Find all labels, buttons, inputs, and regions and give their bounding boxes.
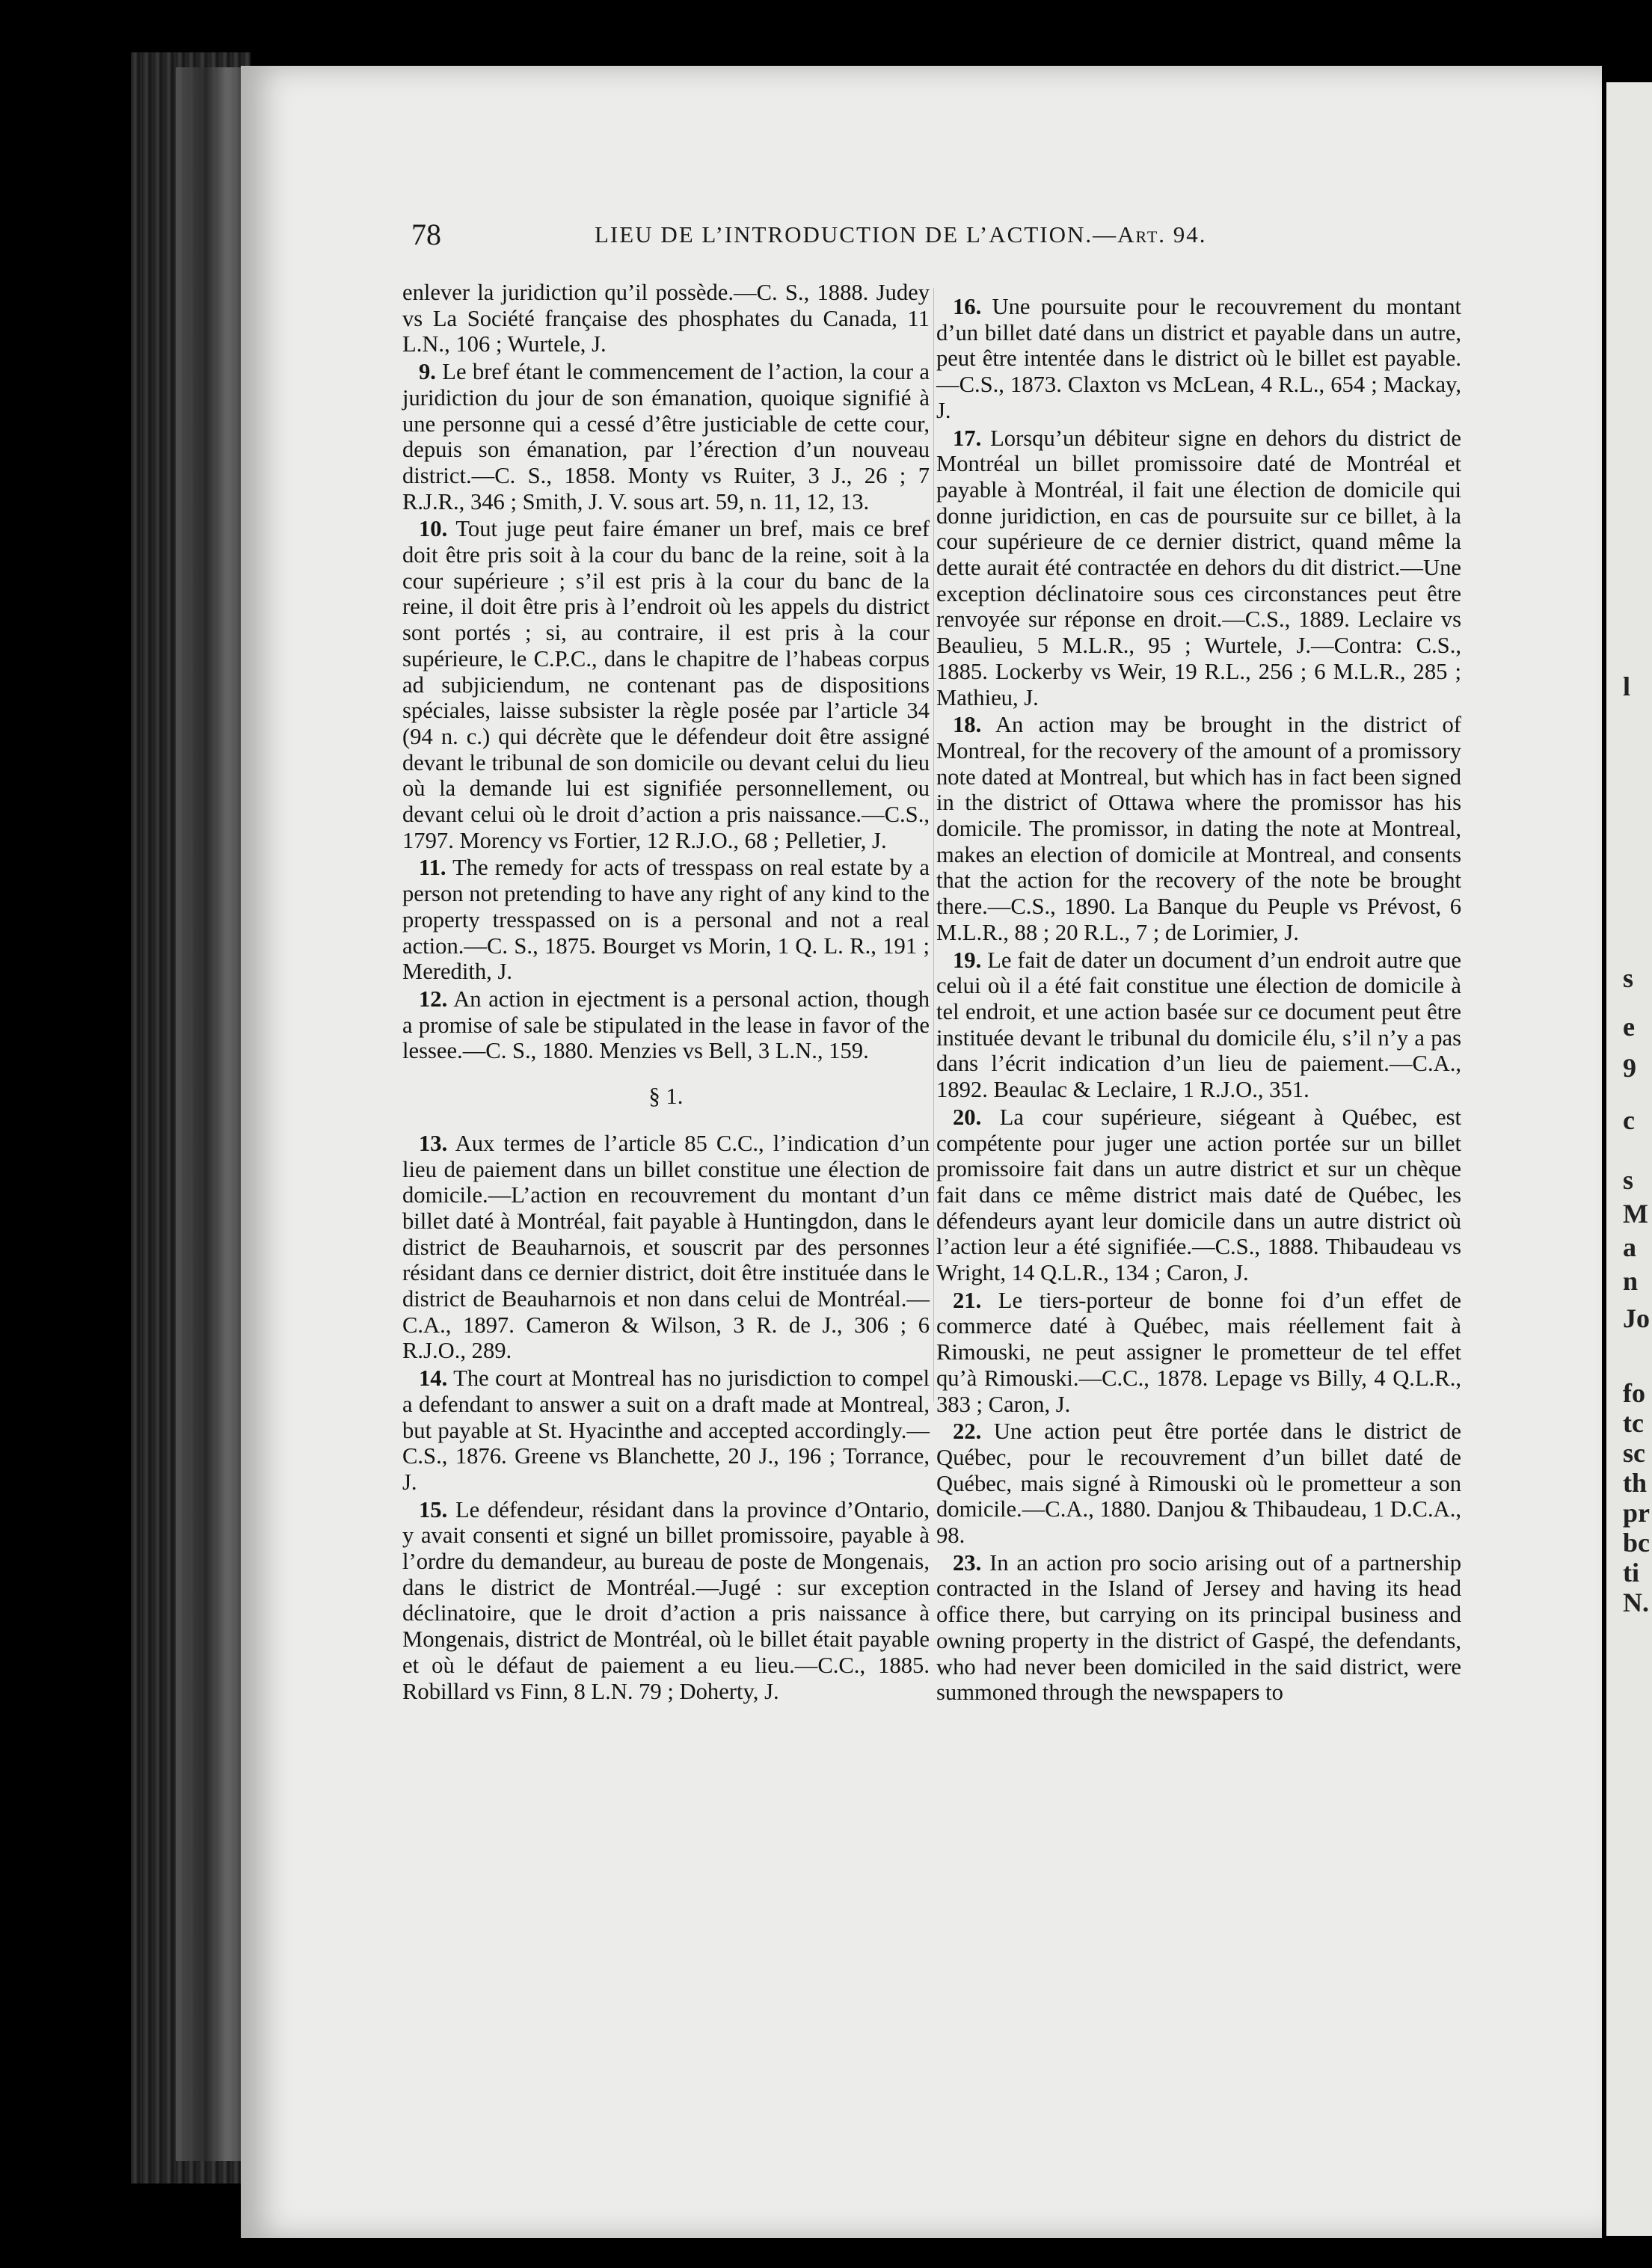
entry-number: 11. <box>419 855 446 881</box>
next-page-fragment: fo <box>1623 1378 1645 1408</box>
entry-text: Une poursuite pour le recouvrement du montant d’un billet daté dans un district et payable dans un autre, peut être intentée dans le district où le billet est payable.—C.S., 1873. Claxton vs McLean, 4 R.L., 654 ; Mackay, J. <box>936 294 1461 423</box>
entry-number: 13. <box>419 1130 448 1156</box>
entry-text: An action in ejectment is a personal action, though a promise of sale be stipulated in the lease in favor of the lessee.—C. S., 1880. Menzies vs Bell, 3 L.N., 159. <box>402 986 930 1064</box>
case-entry-paragraph <box>402 1365 930 1496</box>
next-page-fragment: N. <box>1623 1588 1649 1617</box>
case-entry-paragraph <box>402 986 930 1064</box>
case-entry <box>402 855 930 985</box>
next-page-fragment: bc <box>1623 1528 1650 1558</box>
left-column <box>402 280 930 1706</box>
page-header <box>411 217 1294 262</box>
case-entry-paragraph <box>936 1419 1461 1549</box>
case-entry-paragraph <box>936 947 1461 1103</box>
entry-number: 14. <box>419 1365 448 1392</box>
next-page-fragment: s <box>1623 1165 1634 1195</box>
next-page-fragment: a <box>1623 1232 1636 1262</box>
entry-number: 23. <box>953 1549 982 1576</box>
column-divider <box>933 288 934 1402</box>
case-entry <box>402 1365 930 1496</box>
next-page-fragment: tc <box>1623 1408 1644 1438</box>
case-entry-paragraph <box>402 359 930 514</box>
case-entry-paragraph <box>936 1104 1461 1286</box>
next-page-fragment: 9 <box>1623 1053 1636 1083</box>
page-number: 78 <box>411 218 441 251</box>
case-entry <box>936 712 1461 945</box>
next-page-fragment: s <box>1623 963 1634 993</box>
case-entry <box>402 986 930 1064</box>
right-column <box>936 294 1461 1707</box>
next-page-fragment: l <box>1623 672 1631 701</box>
entry-text: Lorsqu’un débiteur signe en dehors du district de Montréal un billet promissoire daté de Montréal et payable à Montréal, il fait une élection de domicile qui donne juridiction, en cas de poursuite sur ce billet, à la cour supérieure de ce dernier district, quand même la dette aurait été contractée en dehors du dit district.—Une exception déclinatoire sous ces circonstances peut être renvoyée sur réponse en droit.—C.S., 1889. Leclaire vs Beaulieu, 5 M.L.R., 95 ; Wurtele, J.—Contra: C.S., 1885. Lockerby vs Weir, 19 R.L., 256 ; 6 M.L.R., 285 ; Mathieu, J. <box>936 425 1461 710</box>
case-entry-paragraph <box>402 1497 930 1705</box>
case-entry <box>936 425 1461 711</box>
running-title-text: LIEU DE L’INTRODUCTION DE L’ACTION.— <box>595 221 1118 248</box>
next-page-fragment: n <box>1623 1266 1639 1296</box>
case-entry <box>936 1104 1461 1286</box>
case-entry <box>936 947 1461 1103</box>
entry-number: 16. <box>953 294 982 319</box>
entry-number: 9. <box>419 359 436 385</box>
running-title <box>595 221 1207 248</box>
entry-text: Aux termes de l’article 85 C.C., l’indication d’un lieu de paiement dans un billet constitue une élection de domicile.—L’action en recouvrement du montant d’un billet daté à Montréal, fait payable à Huntingdon, dans le district de Beauharnois, et souscrit par des personnes résidant dans ce dernier district, doit être instituée dans le district de Beauharnois et non dans celui de Montréal.—C.A., 1897. Cameron & Wilson, 3 R. de J., 306 ; 6 R.J.O., 289. <box>402 1130 930 1364</box>
entry-text: Le bref étant le commencement de l’action, la cour a juridiction du jour de son émanation, quoique signifié à une personne qui a cessé d’être justiciable de cette cour, depuis son émanation, par l’érection d’un nouveau district.—C. S., 1858. Monty vs Ruiter, 3 J., 26 ; 7 R.J.R., 346 ; Smith, J. V. sous art. 59, n. 11, 12, 13. <box>402 359 930 514</box>
case-entry-paragraph <box>936 294 1461 424</box>
entry-text: Tout juge peut faire émaner un bref, mais ce bref doit être pris soit à la cour du banc de la reine, soit à la cour supérieure ; s’il est pris à la cour du banc de la reine, il doit être pris à l’endroit où les appels du district sont portés ; si, au contraire, il est pris à la cour supérieure, le C.P.C., dans le chapitre de l’habeas corpus ad subjiciendum, ne contenant pas de dispositions spéciales, laisse subsister la règle posée par l’article 34 (94 n. c.) qui décrète que le défendeur doit être assigné devant le tribunal de son domicile ou devant celui du lieu où la demande lui est signifiée personnellement, ou devant celui où le droit d’action a pris naissance.—C.S., 1797. Morency vs Fortier, 12 R.J.O., 68 ; Pelletier, J. <box>402 516 930 853</box>
entry-number: 17. <box>953 425 982 451</box>
entry-number: 21. <box>953 1287 982 1313</box>
case-entry <box>936 1419 1461 1549</box>
case-entry <box>402 1497 930 1705</box>
next-page-fragment: pr <box>1623 1498 1650 1528</box>
next-page-fragment: ti <box>1623 1558 1639 1588</box>
next-page-fragment: e <box>1623 1012 1635 1042</box>
entry-text: The remedy for acts of tresspass on real estate by a person not pretending to have any right of any kind to the property tresspassed on is a personal and not a real action.—C. S., 1875. Bourget vs Morin, 1 Q. L. R., 191 ; Meredith, J. <box>402 855 930 985</box>
continuation-text: enlever la juridiction qu’il possède.—C. S., 1888. Judey vs La Société française des phosphates du Canada, 11 L.N., 106 ; Wurtele, J. <box>402 280 930 357</box>
next-page-fragment: Jo <box>1623 1303 1650 1333</box>
entry-text: Le tiers-porteur de bonne foi d’un effet de commerce daté à Québec, mais réellement fait à Rimouski, ne peut assigner le prometteur de tel effet qu’à Rimouski.—C.C., 1878. Lepage vs Billy, 4 Q.L.R., 383 ; Caron, J. <box>936 1287 1461 1417</box>
case-entry <box>936 1550 1461 1706</box>
section-mark: § 1. <box>648 1084 684 1110</box>
next-page-edge <box>1606 82 1652 2236</box>
entry-number: 10. <box>419 516 448 542</box>
case-entry-paragraph <box>402 516 930 853</box>
entry-number: 22. <box>953 1419 982 1445</box>
case-entry-paragraph <box>936 712 1461 945</box>
continuation-paragraph <box>402 280 930 357</box>
entry-number: 15. <box>419 1496 448 1522</box>
next-page-fragment: sc <box>1623 1438 1645 1468</box>
entry-text: La cour supérieure, siégeant à Québec, est compétente pour juger une action portée sur un billet promissoire fait dans un autre district et sur un chèque fait dans ce même district mais daté de Québec, les défendeurs ayant leur domicile dans un autre district où l’action leur a été signifiée.—C.S., 1888. Thibaudeau vs Wright, 14 Q.L.R., 134 ; Caron, J. <box>936 1104 1462 1286</box>
entry-text: In an action pro socio arising out of a partnership contracted in the Island of Jersey and having its head office there, but carrying on its principal business and owning property in the district of Gaspé, the defendants, who had never been domiciled in the said district, were summoned through the newspapers to <box>936 1549 1461 1706</box>
next-page-fragment: c <box>1623 1105 1635 1135</box>
entry-text: Le défendeur, résidant dans la province d’Ontario, y avait consenti et signé un billet promissoire, payable à l’ordre du demandeur, au bureau de poste de Mongenais, dans le district de Montréal.—Jugé : sur exception déclinatoire, que le droit d’action a pris naissance à Mongenais, district de Montréal, où le billet était payable et où le défaut de paiement a eu lieu.—C.C., 1885. Robillard vs Finn, 8 L.N. 79 ; Doherty, J. <box>402 1496 930 1704</box>
next-page-fragment: th <box>1623 1468 1648 1498</box>
case-entry-paragraph <box>936 1288 1461 1418</box>
entry-number: 18. <box>953 712 982 738</box>
case-entry <box>936 294 1461 424</box>
case-entry-paragraph <box>936 425 1461 711</box>
entry-text: Le fait de dater un document d’un endroit autre que celui où il a été fait constitue une élection de domicile à tel endroit, et une action basée sur ce document peut être instituée devant le tribunal du domicile élu, s’il n’y a pas dans l’écrit indication d’un lieu de paiement.—C.A., 1892. Beaulac & Leclaire, 1 R.J.O., 351. <box>936 947 1461 1103</box>
running-title-article: Art. 94. <box>1117 221 1207 248</box>
case-entry-paragraph <box>402 1131 930 1364</box>
case-entry-paragraph <box>402 855 930 985</box>
next-page-fragment: M <box>1623 1199 1648 1229</box>
entry-number: 12. <box>419 986 448 1012</box>
case-entry-paragraph <box>936 1550 1461 1706</box>
entry-text: Une action peut être portée dans le district de Québec, pour le recouvrement d’un billet daté de Québec, mais signé à Rimouski où le prometteur a son domicile.—C.A., 1880. Danjou & Thibaudeau, 1 D.C.A., 98. <box>936 1419 1461 1549</box>
entry-text: The court at Montreal has no jurisdiction to compel a defendant to answer a suit on a draft made at Montreal, but payable at St. Hyacinthe and accepted accordingly.—C.S., 1876. Greene vs Blanchette, 20 J., 196 ; Torrance, J. <box>402 1365 930 1495</box>
case-entry <box>936 1288 1461 1418</box>
entry-text: An action may be brought in the district of Montreal, for the recovery of the amount of a promissory note dated at Montreal, but which has in fact been signed in the district of Ottawa where the promissor has his domicile. The promissor, in dating the note at Montreal, makes an election of domicile at Montreal, and consents that the action for the recovery of the note be brought there.—C.S., 1890. La Banque du Peuple vs Prévost, 6 M.L.R., 88 ; 20 R.L., 7 ; de Lorimier, J. <box>936 712 1461 945</box>
book-edge-shading <box>176 67 251 2161</box>
entry-number: 20. <box>953 1104 982 1130</box>
entry-number: 19. <box>953 947 982 973</box>
case-entry <box>402 516 930 853</box>
case-entry <box>402 359 930 514</box>
case-entry <box>402 1131 930 1364</box>
